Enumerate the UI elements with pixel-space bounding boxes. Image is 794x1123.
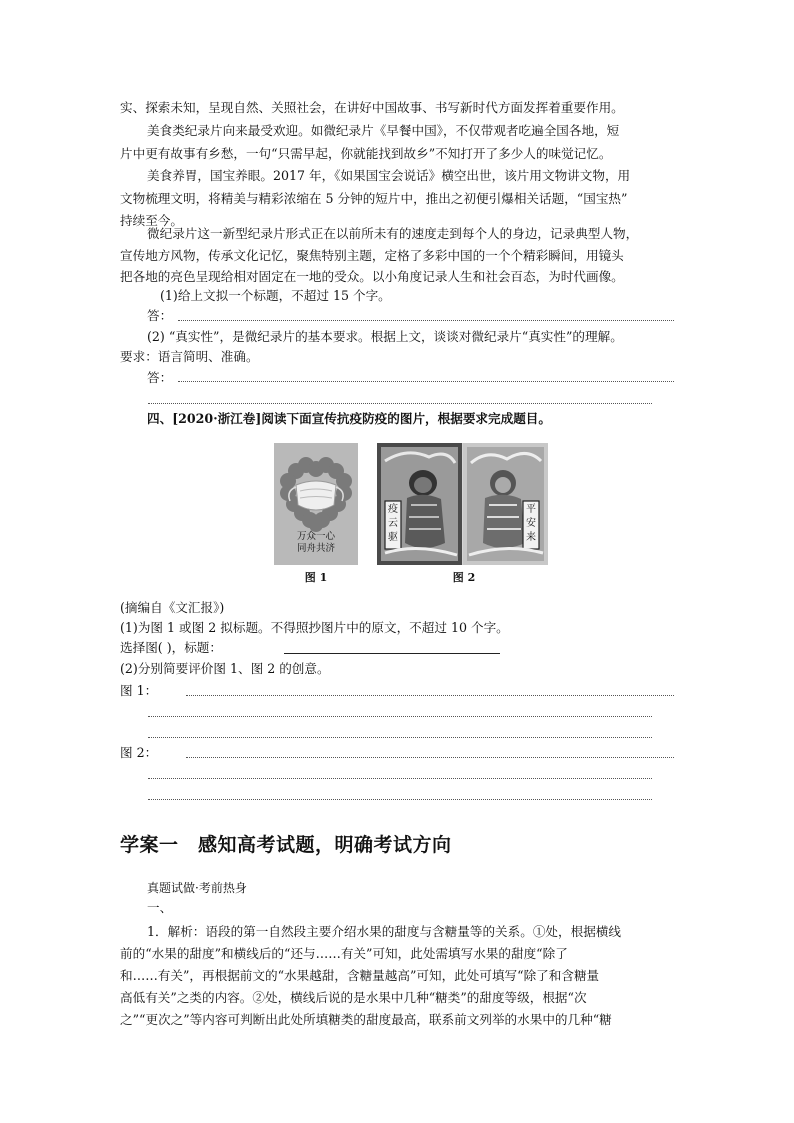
figure-2-caption: 图 2: [452, 571, 476, 584]
answer-line[interactable]: [186, 757, 674, 758]
paragraph-line: 美食类纪录片向来最受欢迎。如微纪录片《早餐中国》，不仅带观者吃遍全国各地，短: [147, 123, 620, 138]
question-4-heading: 四、[2020·浙江卷]阅读下面宣传抗疫防疫的图片，根据要求完成题目。: [147, 411, 551, 426]
paragraph-line: 微纪录片这一新型纪录片形式正在以前所未有的速度走到每个人的身边，记录典型人物，: [147, 226, 639, 241]
analysis-line: 和……有关”，再根据前文的“水果越甜，含糖量越高”可知，此处可填写“除了和含糖量: [120, 968, 600, 983]
paragraph-line: 文物梳理文明，将精美与精彩浓缩在 5 分钟的短片中，推出之初便引爆相关话题，“国宝热”: [120, 191, 628, 206]
paragraph-line: 持续至今。: [120, 213, 183, 228]
answer-label: 答：: [147, 308, 173, 323]
paragraph-line: 把各地的亮色呈现给相对固定在一地的受众。以小角度记录人生和社会百态，为时代画像。: [120, 269, 624, 284]
answer-line[interactable]: [148, 778, 652, 779]
answer-label: 答：: [147, 370, 173, 385]
analysis-line: 前的“水果的甜度”和横线后的“还与……有关”可知，此处需填写水果的甜度“除了: [120, 946, 568, 961]
question-1: (1)给上文拟一个标题，不超过 15 个字。: [160, 288, 391, 303]
source-note: (摘编自《文汇报》): [120, 600, 225, 615]
section-subtitle: 真题试做·考前热身: [147, 881, 247, 895]
door-gods-illustration-icon: [377, 443, 548, 565]
paragraph-line: 美食养胃，国宝养眼。2017 年，《如果国宝会说话》横空出世，该片用文物讲文物，用: [147, 168, 631, 183]
analysis-line: 之”“更次之”等内容可判断出此处所填糖类的甜度最高，联系前文列举的水果中的几种“糖: [120, 1012, 612, 1027]
answer-line[interactable]: [148, 403, 652, 404]
figure-1-text: 万众一心: [296, 531, 335, 542]
figure-1-answer-label: 图 1：: [120, 683, 158, 698]
figure-2-seal-left: 疫云驱: [388, 504, 398, 543]
title-input-line[interactable]: [284, 653, 500, 654]
choose-prompt: 选择图( )，标题：: [120, 640, 222, 655]
section-number: 一、: [147, 900, 173, 915]
figure-2-image: [377, 443, 548, 565]
figure-2-seal-right: 平安来: [526, 504, 536, 543]
paragraph-line: 宣传地方风物，传承文化记忆，聚焦特别主题，定格了多彩中国的一个个精彩瞬间，用镜头: [120, 248, 624, 263]
paragraph-line: 实、探索未知，呈现自然、关照社会，在讲好中国故事、书写新时代方面发挥着重要作用。: [120, 100, 624, 115]
figure-1-caption: 图 1: [304, 571, 328, 584]
figure-1-image: [274, 443, 358, 565]
paragraph-line: 片中更有故事有乡愁，一句“只需早起，你就能找到故乡”不知打开了多少人的味觉记忆。: [120, 146, 612, 161]
answer-line[interactable]: [178, 320, 674, 321]
figure-2-answer-label: 图 2：: [120, 745, 158, 760]
answer-line[interactable]: [148, 799, 652, 800]
sub-question-2: (2)分别简要评价图 1、图 2 的创意。: [120, 661, 330, 676]
figure-1-text: 同舟共济: [296, 543, 335, 554]
sub-question-1: (1)为图 1 或图 2 拟标题。不得照抄图片中的原文，不超过 10 个字。: [120, 620, 509, 635]
answer-line[interactable]: [148, 716, 652, 717]
analysis-line: 1．解析：语段的第一自然段主要介绍水果的甜度与含糖量等的关系。①处，根据横线: [147, 924, 621, 939]
question-2: (2) “真实性”，是微纪录片的基本要求。根据上文，谈谈对微纪录片“真实性”的理解。: [147, 329, 623, 344]
answer-line[interactable]: [148, 737, 652, 738]
analysis-line: 高低有关”之类的内容。②处，横线后说的是水果中几种“糖类”的甜度等级，根据“次: [120, 990, 587, 1005]
section-title: 学案一 感知高考试题，明确考试方向: [120, 834, 452, 856]
answer-line[interactable]: [178, 381, 674, 382]
answer-line[interactable]: [186, 695, 674, 696]
question-2-requirement: 要求：语言简明、准确。: [120, 349, 259, 364]
